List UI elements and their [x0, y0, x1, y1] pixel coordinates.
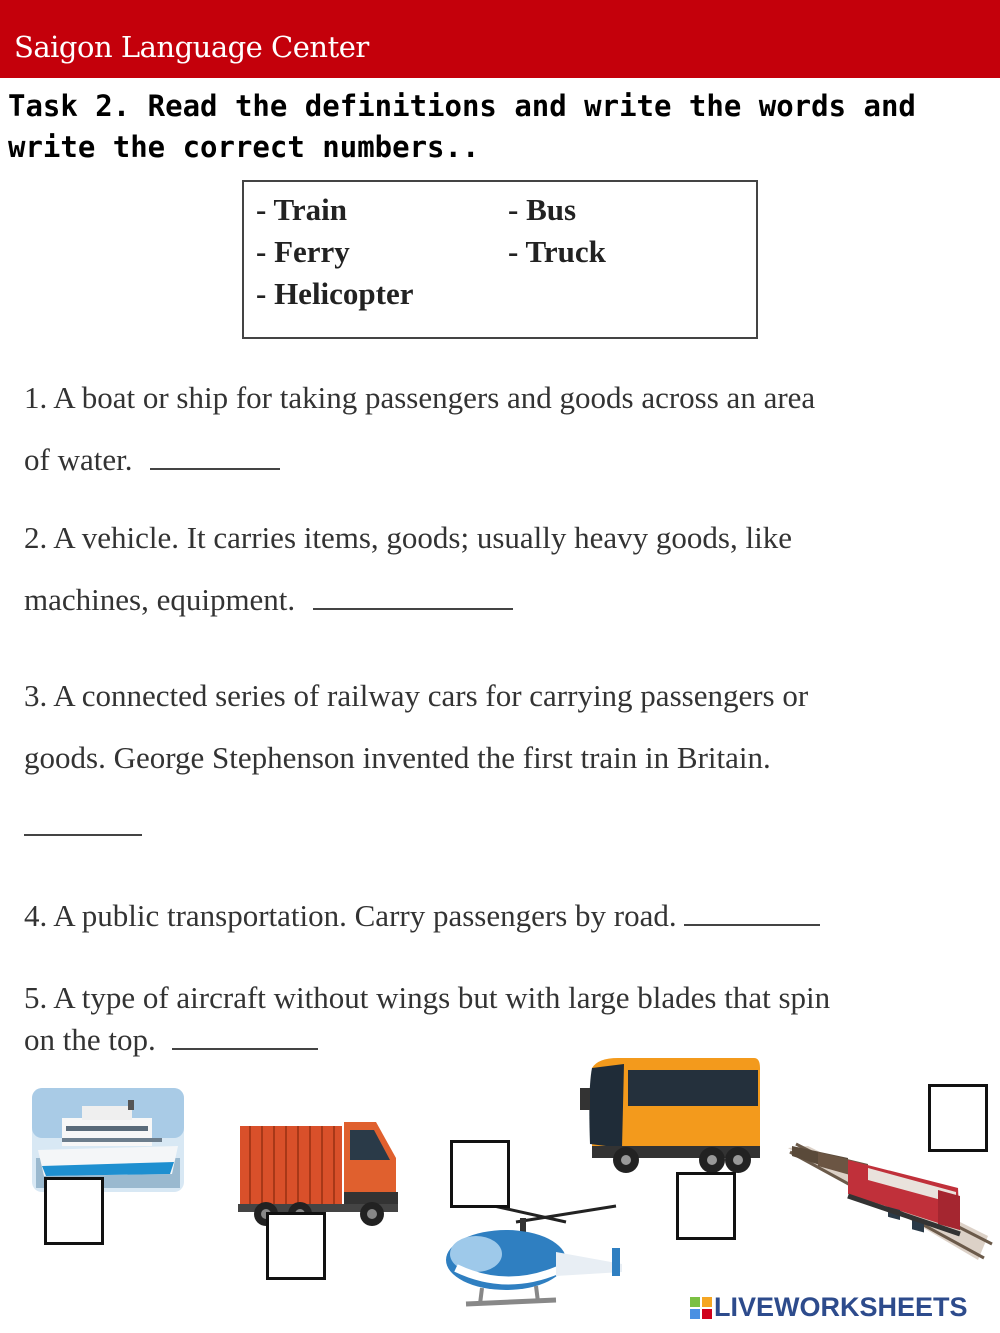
liveworksheets-logo — [690, 1292, 968, 1323]
answer-blank-2[interactable] — [313, 584, 513, 610]
word-bank — [242, 180, 758, 339]
word-ferry: - Ferry — [256, 234, 350, 269]
task-line-2: write the correct numbers.. — [8, 130, 480, 164]
word-bus: - Bus — [508, 192, 577, 227]
answer-blank-4[interactable] — [684, 900, 820, 926]
header-bar — [0, 0, 1000, 78]
question-5-line-2 — [24, 1022, 318, 1058]
task-instructions — [8, 86, 968, 168]
question-3-line-1: 3. A connected series of railway cars for carrying passengers or — [24, 678, 809, 713]
answer-box-truck[interactable] — [266, 1212, 326, 1280]
question-4-text: 4. A public transportation. Carry passengers by road. — [24, 898, 677, 933]
question-2-line-1: 2. A vehicle. It carries items, goods; usually heavy goods, like — [24, 520, 792, 555]
helicopter-image — [436, 1192, 632, 1324]
logo-text: LIVEWORKSHEETS — [714, 1292, 968, 1322]
question-1-line-1: 1. A boat or ship for taking passengers and goods across an area — [24, 380, 816, 415]
question-4-line — [24, 898, 820, 934]
question-2-text: machines, equipment. — [24, 582, 296, 617]
answer-box-bus[interactable] — [676, 1172, 736, 1240]
logo-grid-icon — [690, 1297, 712, 1319]
task-line-1: Task 2. Read the definitions and write the words and — [8, 89, 916, 123]
answer-box-ferry[interactable] — [44, 1177, 104, 1245]
question-1-text: of water. — [24, 442, 133, 477]
train-image — [788, 1140, 994, 1272]
header-title: Saigon Language Center — [14, 30, 369, 64]
question-2-line-2 — [24, 582, 513, 618]
word-helicopter: - Helicopter — [256, 276, 414, 311]
question-5-text: on the top. — [24, 1022, 156, 1057]
word-train: - Train — [256, 192, 348, 227]
question-3-line-2: goods. George Stephenson invented the first train in Britain. — [24, 740, 771, 775]
answer-blank-1[interactable] — [150, 444, 280, 470]
answer-blank-3[interactable] — [24, 810, 142, 836]
bus-image — [578, 1048, 764, 1180]
answer-blank-5[interactable] — [172, 1024, 318, 1050]
answer-box-helicopter[interactable] — [450, 1140, 510, 1208]
question-1-line-2 — [24, 442, 280, 478]
word-truck: - Truck — [508, 234, 606, 269]
answer-box-train[interactable] — [928, 1084, 988, 1152]
question-5-line-1: 5. A type of aircraft without wings but with large blades that spin — [24, 980, 831, 1015]
